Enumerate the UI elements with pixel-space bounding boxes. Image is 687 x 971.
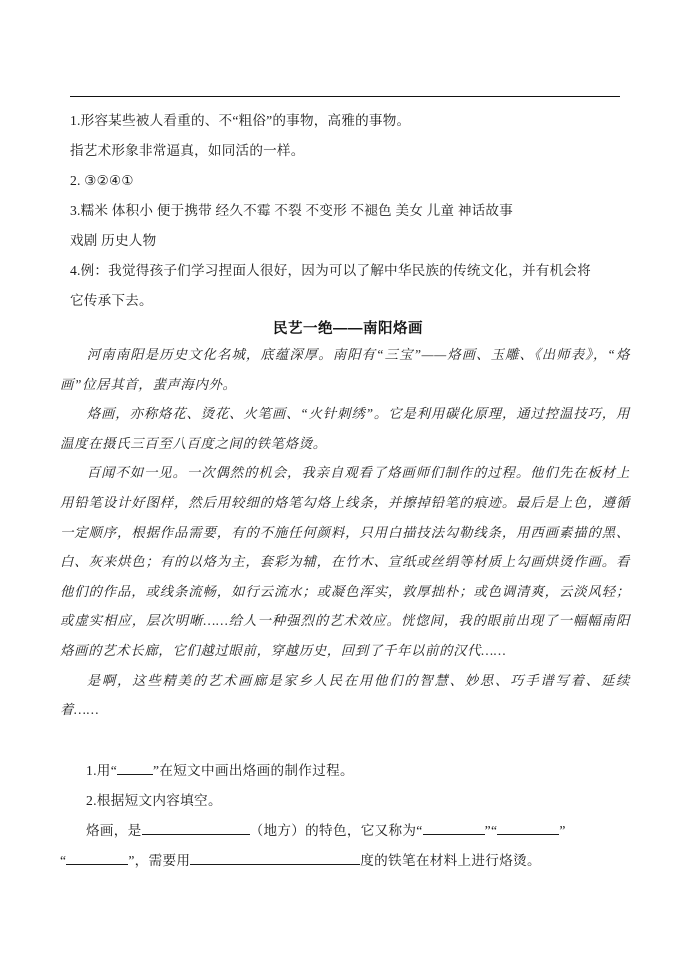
- question-1: [60, 756, 630, 786]
- passage-title: 民艺一绝——南阳烙画: [273, 321, 423, 337]
- answer-line-1b: 指艺术形象非常逼真，如同活的一样。: [70, 143, 305, 158]
- answer-line-3: 3.糯米 体积小 便于携带 经久不霉 不裂 不变形 不褪色 美女 儿童 神话故事: [70, 203, 513, 218]
- fill-seg-7: 度的铁笔在材料上进行烙烫。: [360, 853, 541, 868]
- passage-body: [60, 340, 630, 725]
- question-2-fill-line-1: [60, 816, 630, 846]
- answer-line-4: 4.例：我觉得孩子们学习捏面人很好，因为可以了解中华民族的传统文化，并有机会将: [70, 263, 591, 278]
- fill-seg-5: “: [60, 853, 67, 868]
- header-divider-rule: [70, 96, 620, 97]
- answer-line-1: 1.形容某些被人看重的、不“粗俗”的事物，高雅的事物。: [70, 113, 411, 128]
- fill-seg-2: （地方）的特色，它又称为“: [249, 823, 423, 838]
- question-2-heading: 2.根据短文内容填空。: [86, 793, 222, 808]
- question-1-blank[interactable]: [117, 760, 153, 775]
- passage-paragraph: 百闻不如一见。一次偶然的机会，我亲自观看了烙画师们制作的过程。他们先在板材上用铅笔设计好图样，然后用较细的烙笔勾烙上线条，并擦掉铅笔的痕迹。最后是上色，遵循一定顺序，根据作品需要，有的不施任何颜料，只用白描技法勾勒线条，用西画素描的黑、白、灰来烘色；有的以烙为主，套彩为辅，在竹木、宣纸或丝绢等材质上勾画烘烫作画。看他们的作品，或线条流畅，如行云流水；或凝色浑实，敦厚拙朴；或色调清爽，云淡风轻；或虚实相应，层次明晰……给人一种强烈的艺术效应。恍惚间，我的眼前出现了一幅幅南阳烙画的艺术长廊，它们越过眼前，穿越历史，回到了千年以前的汉代……: [60, 465, 630, 658]
- fill-seg-6: ”，需要用: [128, 853, 191, 868]
- fill-blank-alias-2[interactable]: [497, 820, 559, 835]
- fill-blank-alias-3[interactable]: [66, 850, 128, 865]
- questions-section: [60, 756, 630, 876]
- fill-blank-alias-1[interactable]: [423, 820, 485, 835]
- fill-blank-place[interactable]: [142, 820, 250, 835]
- answer-line-2: 2. ③②④①: [70, 173, 134, 188]
- passage-paragraph: 河南南阳是历史文化名城，底蕴深厚。南阳有“三宝”——烙画、玉雕、《出师表》，“烙画”位居其首，蜚声海内外。: [60, 347, 630, 392]
- fill-seg-4: ”: [559, 823, 566, 838]
- answer-key-section: [70, 106, 626, 316]
- question-1-suffix: ”在短文中画出烙画的制作过程。: [153, 763, 354, 778]
- answer-line-3b: 戏剧 历史人物: [70, 233, 157, 248]
- answer-line-4b: 它传承下去。: [70, 293, 153, 308]
- fill-blank-temperature[interactable]: [190, 850, 360, 865]
- passage-paragraph: 烙画，亦称烙花、烫花、火笔画、“火针刺绣”。它是利用碳化原理，通过控温技巧，用温度在摄氏三百至八百度之间的铁笔烙烫。: [60, 406, 630, 451]
- fill-seg-3: ”“: [484, 823, 498, 838]
- question-1-prefix: 1.用“: [86, 763, 118, 778]
- passage-paragraph: 是啊，这些精美的艺术画廊是家乡人民在用他们的智慧、妙思、巧手谱写着、延续着……: [60, 672, 630, 718]
- question-2-fill-line-2: [60, 846, 630, 876]
- fill-seg-1: 烙画，是: [86, 823, 142, 838]
